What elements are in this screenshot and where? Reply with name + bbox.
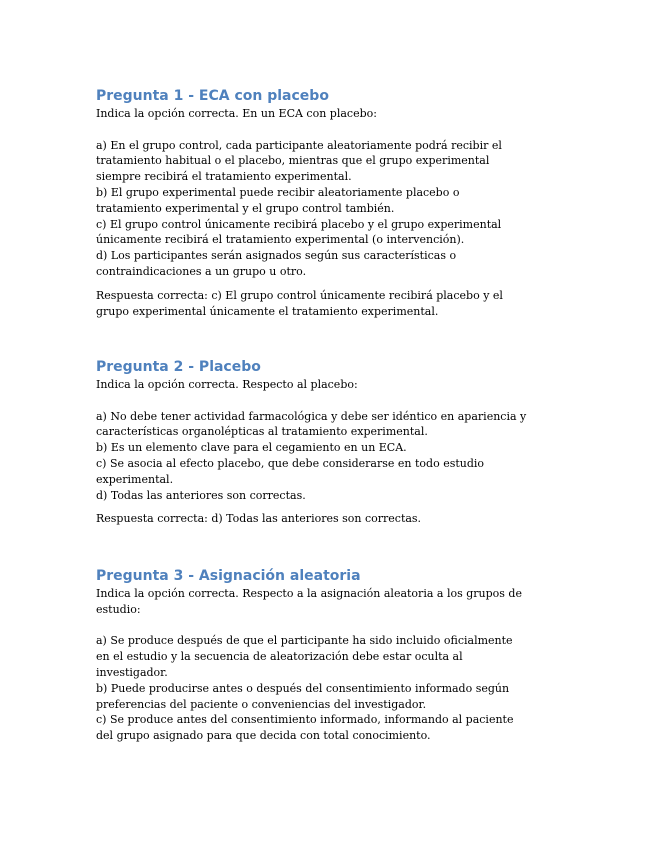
question-1-option-line: c) El grupo control únicamente recibirá placebo y el grupo experimental (96, 217, 502, 231)
question-3-intro: Indica la opción correcta. Respecto a la asignación aleatoria a los grupos de (96, 587, 522, 600)
question-2-answer: Respuesta correcta: d) Todas las anteriores son correctas. (96, 512, 422, 526)
question-1-answer: grupo experimental únicamente el tratamiento experimental. (96, 304, 439, 318)
question-2-option-line: a) No debe tener actividad farmacológica y debe ser idéntico en apariencia y (96, 409, 527, 423)
question-1-option-line: a) En el grupo control, cada participante aleatoriamente podrá recibir el (96, 138, 502, 152)
question-3 (96, 566, 522, 744)
question-2-intro: Indica la opción correcta. Respecto al placebo: (96, 378, 358, 391)
question-2-option-line: d) Todas las anteriores son correctas. (96, 488, 306, 502)
question-1-intro: Indica la opción correcta. En un ECA con placebo: (96, 107, 377, 120)
question-3-option-line: b) Puede producirse antes o después del consentimiento informado según (96, 681, 510, 695)
question-2-option-line: características organolépticas al tratamiento experimental. (96, 425, 428, 439)
question-3-intro: estudio: (96, 602, 141, 616)
question-1-option-line: contraindicaciones a un grupo u otro. (96, 264, 307, 278)
question-2 (96, 357, 526, 527)
question-1-title: Pregunta 1 - ECA con placebo (96, 88, 329, 104)
question-1-option-line: d) Los participantes serán asignados según sus características o (96, 249, 457, 263)
question-2-option-line: b) Es un elemento clave para el cegamiento en un ECA. (96, 441, 407, 455)
question-3-option-line: del grupo asignado para que decida con total conocimiento. (96, 729, 431, 743)
question-1 (96, 86, 503, 319)
question-2-option-line: experimental. (96, 472, 174, 486)
question-3-title: Pregunta 3 - Asignación aleatoria (96, 568, 361, 584)
question-1-answer: Respuesta correcta: c) El grupo control únicamente recibirá placebo y el (96, 288, 503, 302)
question-1-option-line: siempre recibirá el tratamiento experimental. (96, 170, 352, 184)
question-3-option-line: investigador. (96, 665, 168, 679)
question-1-option-line: únicamente recibirá el tratamiento experimental (o intervención). (96, 233, 465, 247)
question-3-option-line: c) Se produce antes del consentimiento informado, informando al paciente (96, 713, 514, 727)
question-3-option-line: en el estudio y la secuencia de aleatorización debe estar oculta al (96, 650, 463, 664)
question-1-option-line: tratamiento experimental y el grupo control también. (96, 201, 395, 215)
question-2-title: Pregunta 2 - Placebo (96, 359, 261, 375)
question-3-option-line: a) Se produce después de que el participante ha sido incluido oficialmente (96, 634, 513, 648)
question-1-option-line: tratamiento habitual o el placebo, mientras que el grupo experimental (96, 154, 490, 168)
question-1-option-line: b) El grupo experimental puede recibir aleatoriamente placebo o (96, 185, 460, 199)
question-3-option-line: preferencias del paciente o conveniencias del investigador. (96, 697, 427, 711)
question-2-option-line: c) Se asocia al efecto placebo, que debe considerarse en todo estudio (96, 456, 485, 470)
